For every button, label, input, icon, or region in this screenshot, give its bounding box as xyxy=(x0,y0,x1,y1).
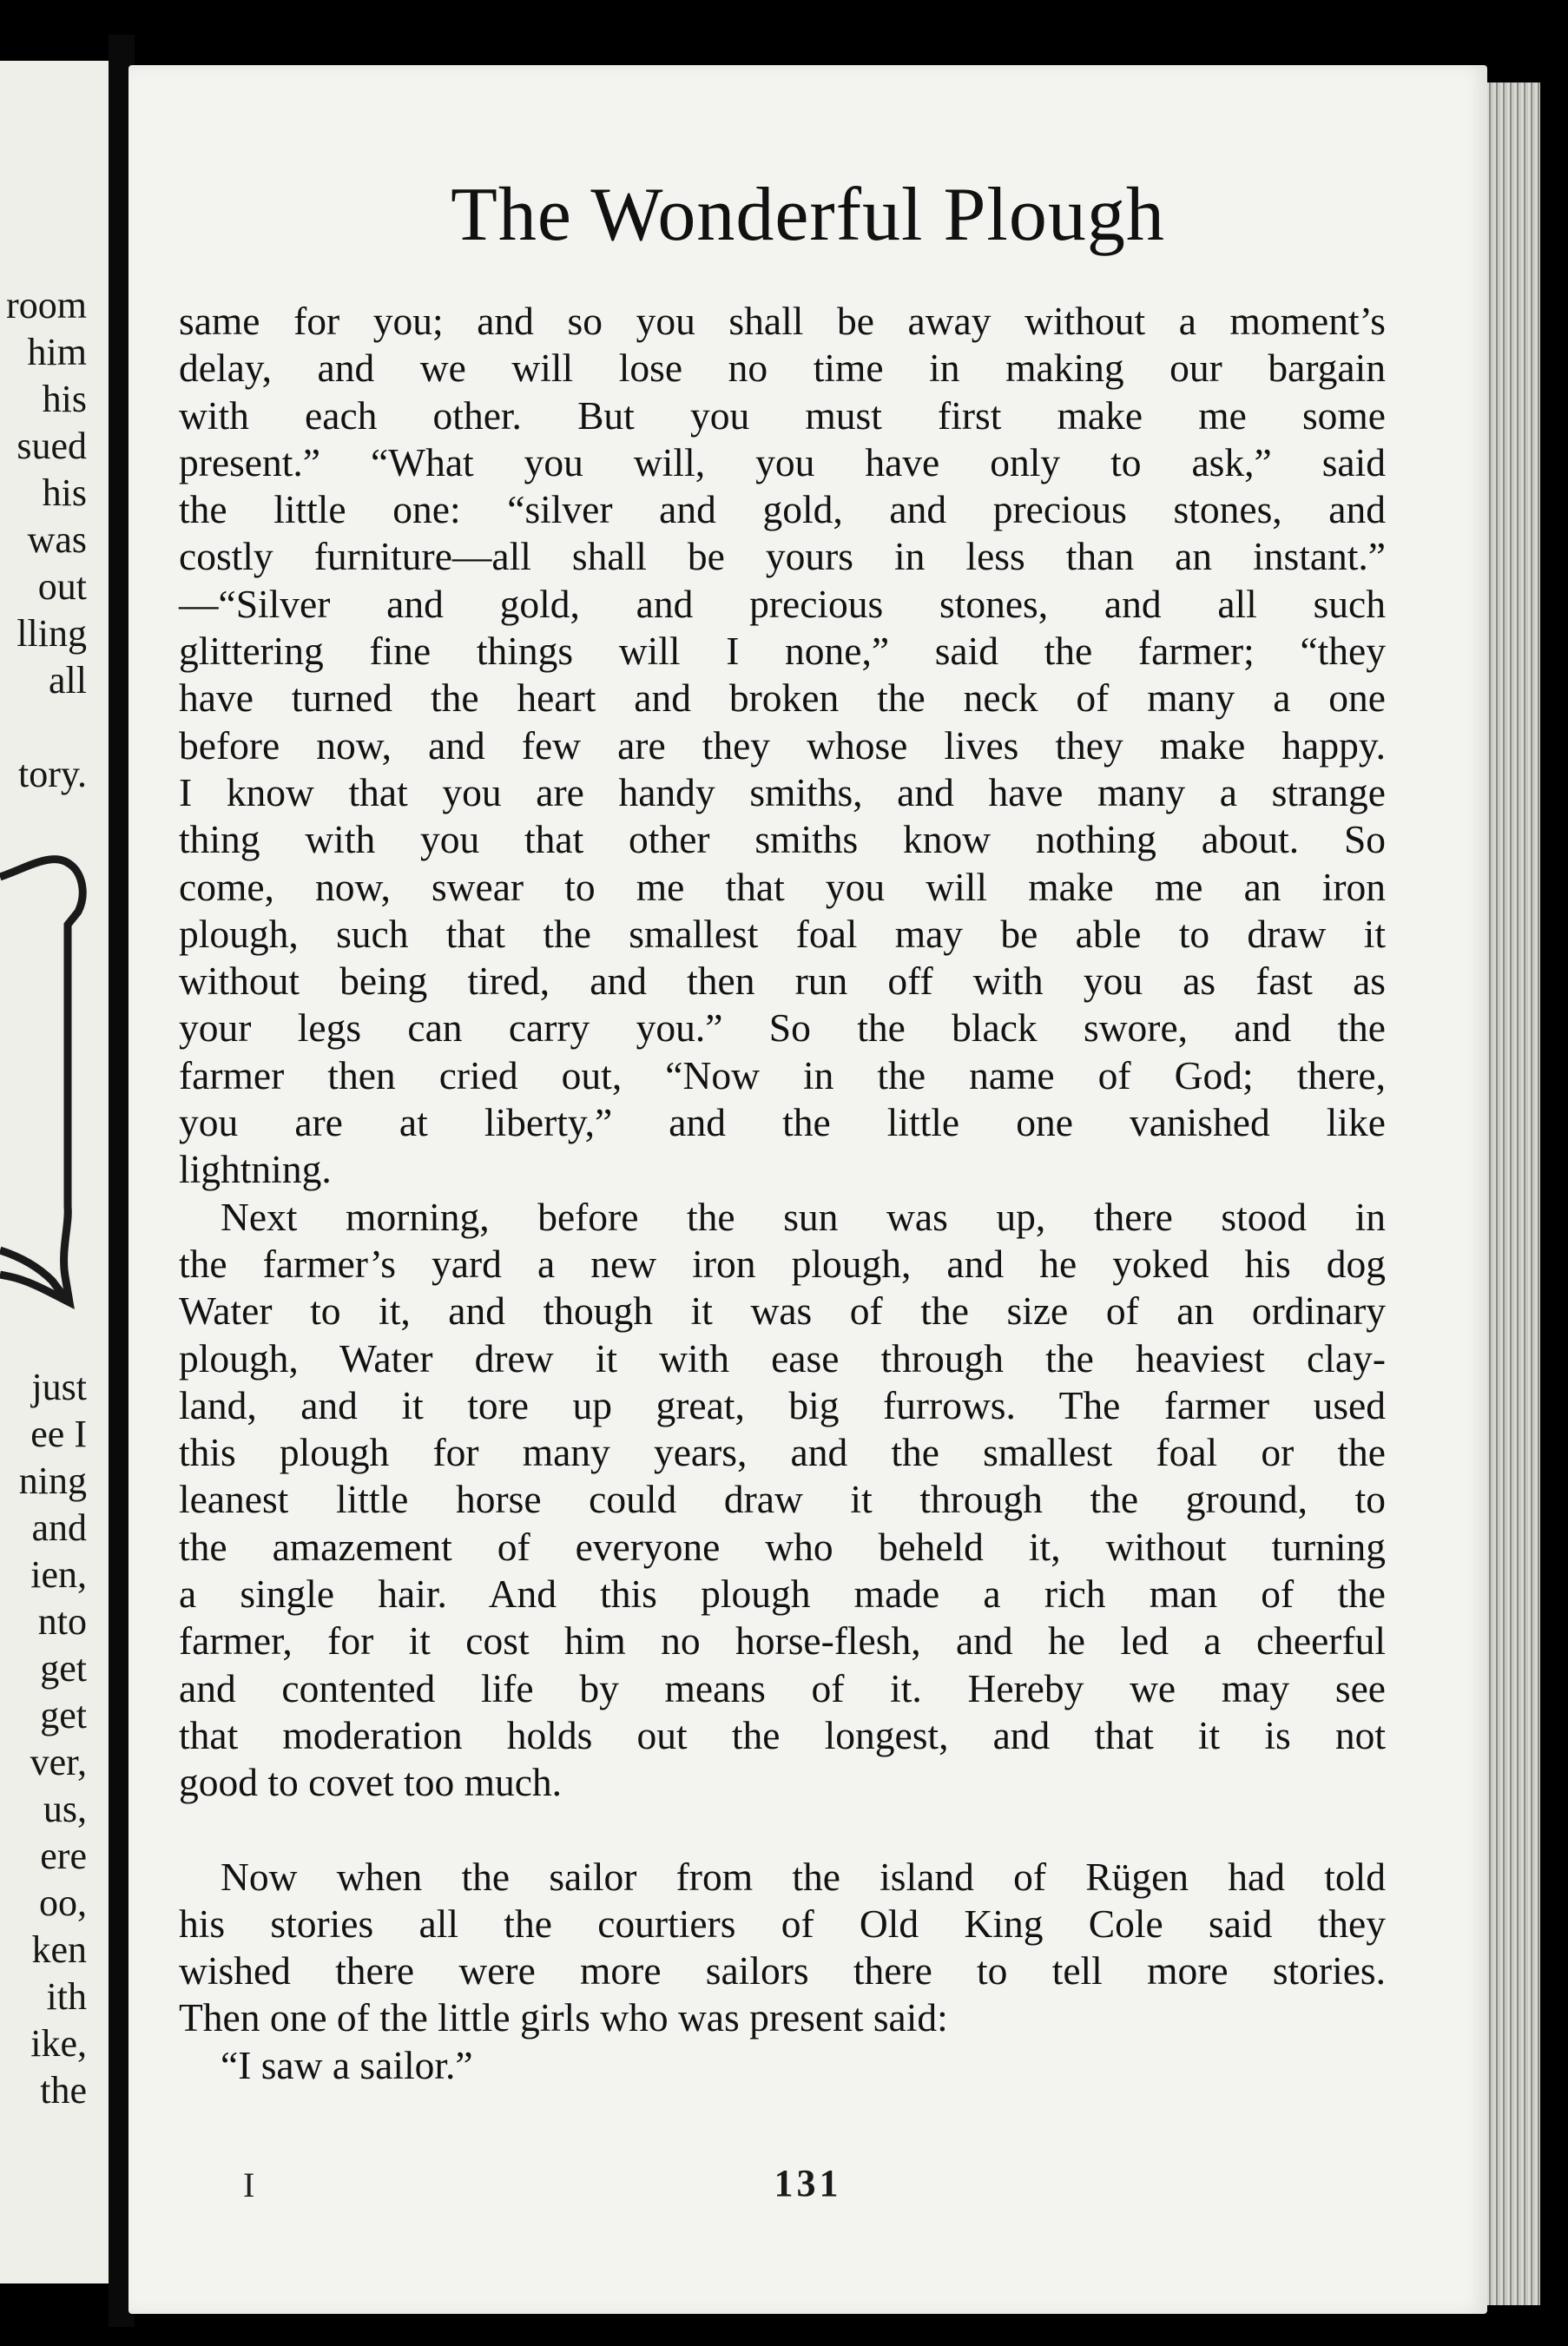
text-line: a single hair. And this plough made a rich man of the xyxy=(179,1572,1386,1617)
text-line: glittering fine things will I none,” said the farmer; “they xyxy=(179,629,1386,674)
previous-page-fragment: out xyxy=(37,565,87,608)
text-line: same for you; and so you shall be away without a moment’s xyxy=(179,299,1386,343)
text-line: you are at liberty,” and the little one vanished like xyxy=(179,1100,1386,1145)
previous-page-fragment: room xyxy=(6,284,87,326)
page-body xyxy=(179,298,1386,2089)
text-line: without being tired, and then run off with you as fast as xyxy=(179,959,1386,1004)
page-stack-edge xyxy=(1486,82,1540,2305)
text-line: Next morning, before the sun was up, there stood in xyxy=(221,1194,1386,1239)
previous-page-fragment: ee I xyxy=(30,1413,87,1455)
previous-page-fragment: ike, xyxy=(30,2022,87,2065)
text-line: and contented life by means of it. Hereby we may see xyxy=(179,1665,1386,1710)
previous-page-fragment: ere xyxy=(40,1835,87,1877)
previous-page-fragment: get xyxy=(40,1694,87,1736)
previous-page-fragment: ien, xyxy=(30,1553,87,1596)
page-title: The Wonderful Plough xyxy=(451,173,1165,257)
text-line: farmer, for it cost him no horse-flesh, and he led a cheerful xyxy=(179,1618,1386,1664)
previous-page-fragment: ning xyxy=(18,1460,87,1502)
text-line: lightning. xyxy=(179,1147,332,1192)
previous-page-fragment: ver, xyxy=(30,1741,87,1783)
text-line: that moderation holds out the longest, and that it is not xyxy=(179,1712,1386,1757)
previous-page-fragment: lling xyxy=(16,612,87,655)
text-line: present.” “What you will, you have only to ask,” said xyxy=(179,439,1386,484)
paragraph-2 xyxy=(179,1194,1386,1807)
previous-page-fragment: all xyxy=(49,659,87,702)
text-line: have turned the heart and broken the neck of many a one xyxy=(179,675,1386,721)
previous-page-fragment: his xyxy=(42,471,87,514)
paragraph-1 xyxy=(179,298,1386,1194)
page-number: 131 xyxy=(774,2162,842,2204)
previous-page-fragment: ith xyxy=(46,1975,87,2018)
text-line: your legs can carry you.” So the black swore, and the xyxy=(179,1005,1386,1051)
text-line: the little one: “silver and gold, and precious stones, and xyxy=(179,487,1386,532)
text-line: Water to it, and though it was of the size of an ordinary xyxy=(179,1288,1386,1334)
text-line: the amazement of everyone who beheld it, without turning xyxy=(179,1524,1386,1569)
text-line: I know that you are handy smiths, and have many a strange xyxy=(179,769,1386,814)
previous-page-fragment: oo, xyxy=(39,1881,87,1924)
text-line: plough, such that the smallest foal may be able to draw it xyxy=(179,911,1386,956)
previous-page-illustration-frame xyxy=(0,842,109,1328)
book-page xyxy=(128,65,1487,2314)
previous-page-fragment: sued xyxy=(16,425,87,467)
text-line: his stories all the courtiers of Old King Cole said they xyxy=(179,1901,1386,1946)
text-line: Then one of the little girls who was present said: xyxy=(179,1995,948,2040)
text-line: land, and it tore up great, big furrows. The farmer used xyxy=(179,1382,1386,1427)
signature-mark: I xyxy=(243,2165,255,2204)
paragraph-3 xyxy=(179,1854,1386,2042)
paragraph-4 xyxy=(179,2042,1386,2089)
text-line: delay, and we will lose no time in making our bargain xyxy=(179,346,1386,391)
previous-page-fragment: us, xyxy=(43,1788,87,1830)
previous-page-fragment: was xyxy=(27,518,87,561)
previous-page-fragment: tory. xyxy=(17,753,87,795)
previous-page-text-lower xyxy=(0,1363,87,2113)
text-line: costly furniture—all shall be yours in less than an instant.” xyxy=(179,534,1386,579)
text-line: this plough for many years, and the smallest foal or the xyxy=(179,1430,1386,1475)
previous-page-fragment: ken xyxy=(31,1928,87,1971)
text-line: wished there were more sailors there to tell more stories. xyxy=(179,1948,1386,1993)
previous-page-edge xyxy=(0,61,109,2283)
previous-page-fragment: nto xyxy=(37,1600,87,1643)
text-line: before now, and few are they whose lives they make happy. xyxy=(179,722,1386,768)
text-line: with each other. But you must first make me some xyxy=(179,392,1386,438)
text-line: Now when the sailor from the island of Rügen had told xyxy=(221,1854,1386,1899)
text-line: —“Silver and gold, and precious stones, and all such xyxy=(179,581,1386,626)
previous-page-text-upper xyxy=(0,282,87,798)
previous-page-fragment: him xyxy=(27,331,87,373)
text-line: the farmer’s yard a new iron plough, and he yoked his dog xyxy=(179,1241,1386,1286)
text-line: “I saw a sailor.” xyxy=(221,2042,473,2087)
text-line: thing with you that other smiths know nothing about. So xyxy=(179,817,1386,862)
previous-page-fragment: and xyxy=(31,1506,87,1549)
text-line: good to covet too much. xyxy=(179,1760,563,1805)
previous-page-fragment: the xyxy=(40,2069,87,2112)
text-line: come, now, swear to me that you will make me an iron xyxy=(179,864,1386,909)
text-line: leanest little horse could draw it through the ground, to xyxy=(179,1477,1386,1522)
previous-page-fragment xyxy=(0,704,87,751)
previous-page-fragment: his xyxy=(42,378,87,420)
text-line: farmer then cried out, “Now in the name of God; there, xyxy=(179,1052,1386,1097)
previous-page-fragment: get xyxy=(40,1647,87,1690)
text-line: plough, Water drew it with ease through the heaviest clay- xyxy=(179,1335,1386,1381)
previous-page-fragment: just xyxy=(31,1366,87,1408)
